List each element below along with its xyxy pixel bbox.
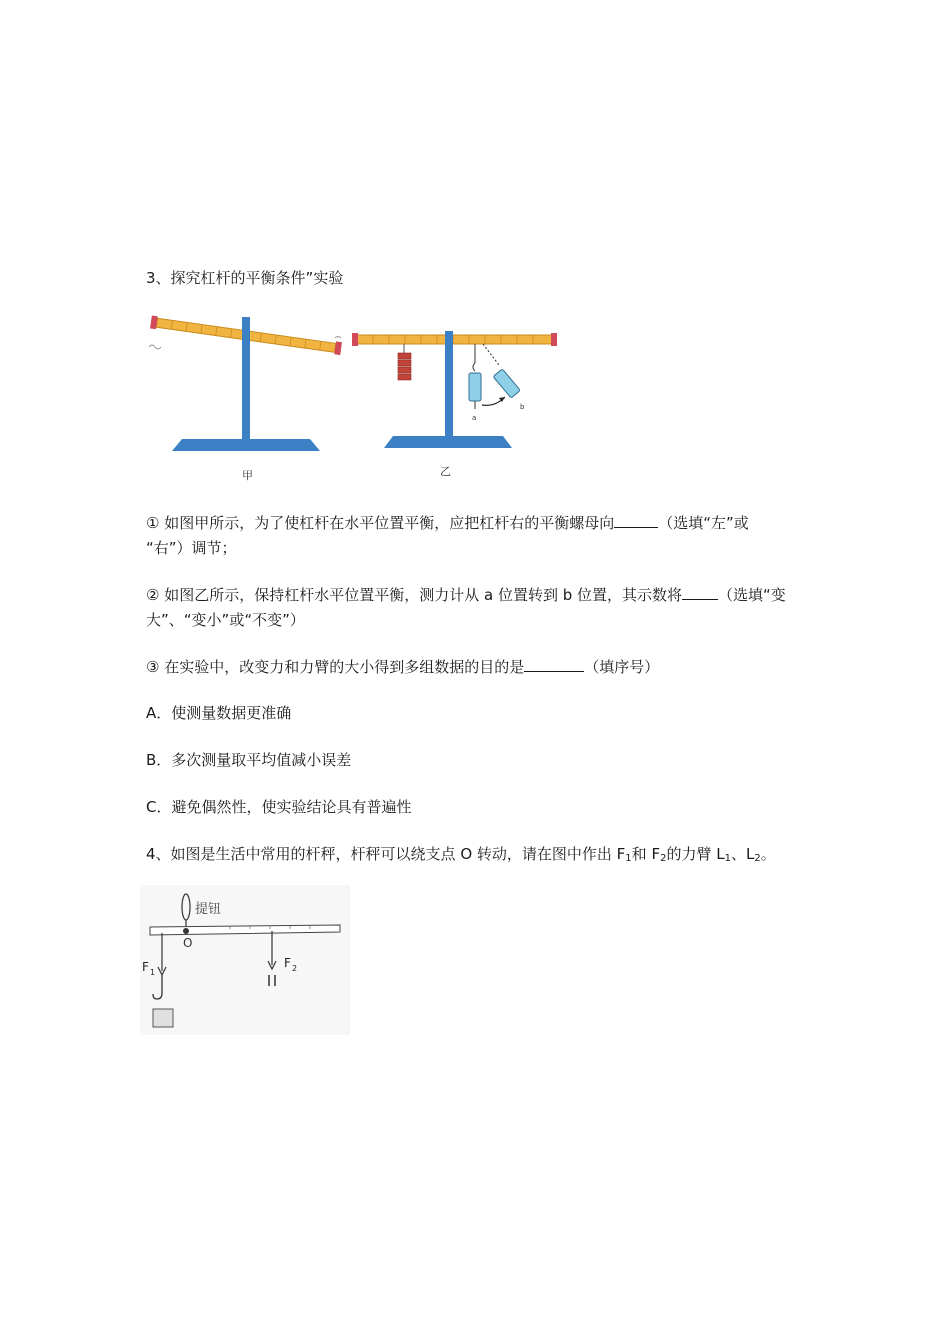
q3-part1-line1 (146, 512, 749, 533)
answer-blank-1[interactable] (614, 512, 658, 528)
q3-part3 (146, 656, 659, 677)
q3-part1-line2: “右”）调节； (146, 539, 237, 557)
q3-part1-choices: （选填“左”或 (658, 514, 749, 532)
answer-blank-2[interactable] (682, 584, 718, 600)
q4-text-part2: 和 F (631, 845, 661, 863)
label-tiniu: 提钮 (195, 902, 222, 917)
q4-text-part4: 、L (730, 845, 755, 863)
figure-jia (149, 316, 342, 451)
label-o: O (183, 936, 193, 950)
label-yi: 乙 (440, 465, 451, 478)
q4-sub-2: 2 (660, 853, 667, 864)
steelyard-figure (140, 885, 350, 1035)
q3-part1-text: ① 如图甲所示，为了使杠杆在水平位置平衡，应把杠杆右的平衡螺母向 (146, 514, 615, 532)
q4-sub-3: 1 (724, 853, 731, 864)
answer-blank-3[interactable] (524, 656, 584, 672)
q4-text-part5: 。 (760, 845, 776, 863)
q3-part2-line2: 大”、“变小”或“不变”） (146, 611, 305, 629)
label-f1-sub: 1 (150, 968, 156, 977)
q4-text-part1: 4、如图是生活中常用的杆秤，杆秤可以绕支点 O 转动，请在图中作出 F (146, 845, 626, 863)
label-a: a (472, 414, 477, 422)
figure-yi (352, 331, 557, 448)
option-b: B．多次测量取平均值减小误差 (146, 751, 352, 769)
label-f1: F (142, 960, 149, 974)
q4-text (146, 844, 776, 864)
q3-part2-line1 (146, 584, 786, 605)
option-c: C．避免偶然性，使实验结论具有普遍性 (146, 798, 412, 816)
q3-part3-hint: （填序号） (584, 658, 660, 676)
option-a: A．使测量数据更准确 (146, 704, 292, 722)
q4-sub-4: 2 (754, 853, 761, 864)
lever-experiment-figure (145, 305, 560, 485)
q3-part3-text: ③ 在实验中，改变力和力臂的大小得到多组数据的目的是 (146, 658, 525, 676)
label-b: b (520, 403, 525, 411)
q4-sub-1: 1 (625, 853, 632, 864)
q3-part2-choices: （选填“变 (718, 586, 786, 604)
label-f2-sub: 2 (292, 964, 298, 973)
q4-text-part3: 的力臂 L (666, 845, 725, 863)
q3-title: 3、探究杠杆的平衡条件”实验 (146, 269, 344, 287)
q3-part2-text: ② 如图乙所示，保持杠杆水平位置平衡，测力计从 a 位置转到 b 位置，其示数将 (146, 586, 683, 604)
label-f2: F (284, 956, 291, 970)
label-jia: 甲 (242, 469, 253, 482)
